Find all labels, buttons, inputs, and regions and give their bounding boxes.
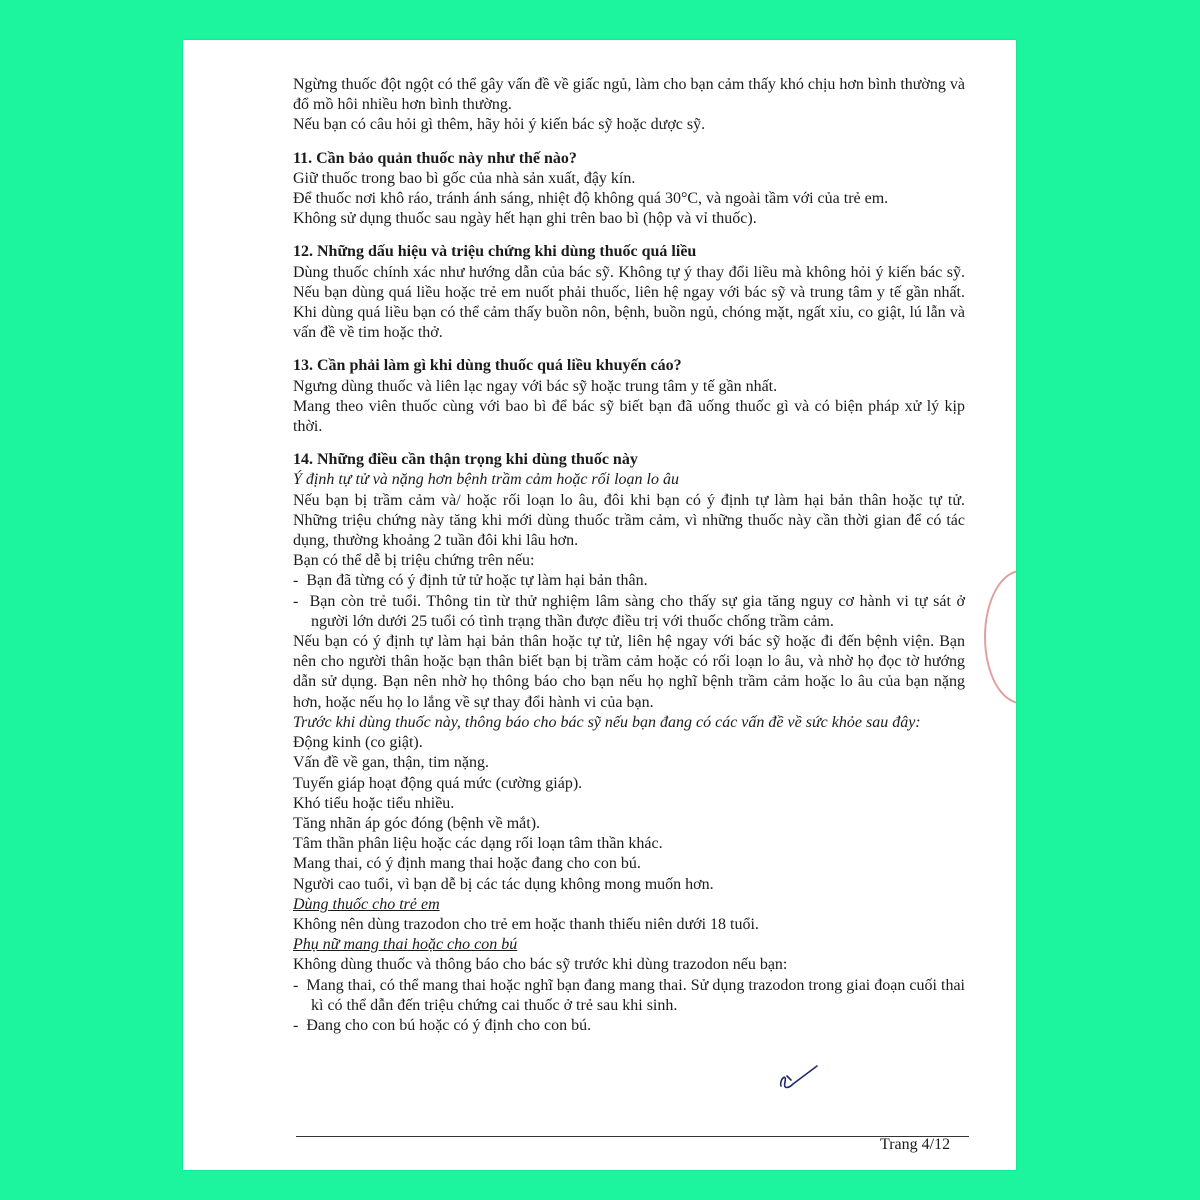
section-paragraph: Không nên dùng trazodon cho trẻ em hoặc thanh thiếu niên dưới 18 tuổi.: [293, 915, 759, 933]
section-11: [293, 149, 965, 230]
section-paragraph: Không dùng thuốc và thông báo cho bác sỹ trước khi dùng trazodon nếu bạn:: [293, 956, 788, 974]
section-heading: 14. Những điều cần thận trọng khi dùng thuốc này: [293, 451, 638, 469]
condition-item: Khó tiểu hoặc tiểu nhiều.: [293, 794, 455, 812]
section-heading: 13. Cần phải làm gì khi dùng thuốc quá liều khuyến cáo?: [293, 357, 682, 375]
document-body: [293, 75, 965, 1036]
bullet-item: - Bạn còn trẻ tuổi. Thông tin từ thử nghiệm lâm sàng cho thấy sự gia tăng nguy cơ hành vi tự sát ở người lớn dưới 25 tuổi có tình trạng thần được điều trị với thuốc chống trầm cảm.: [293, 592, 965, 630]
intro-paragraph: Nếu bạn có câu hỏi gì thêm, hãy hỏi ý kiến bác sỹ hoặc dược sỹ.: [293, 116, 706, 134]
section-paragraph: Dùng thuốc chính xác như hướng dẫn của bác sỹ. Không tự ý thay đổi liều mà không hỏi ý kiến bác sỹ. Nếu bạn dùng quá liều hoặc trẻ em nuốt phải thuốc, liên hệ ngay với bác sỹ và trung tâm y tế gần nhất. Khi dùng quá liều bạn có thể cảm thấy buồn nôn, bệnh, buồn ngủ, chóng mặt, ngất xỉu, co giật, lú lẫn và vấn đề về tim hoặc thở.: [293, 263, 965, 342]
section-14: [293, 450, 965, 1036]
page-number: Trang 4/12: [880, 1136, 951, 1153]
bullet-item: - Mang thai, có thể mang thai hoặc nghĩ bạn đang mang thai. Sử dụng trazodon trong giai đoạn cuối thai kì có thể dẫn đến triệu chứng cai thuốc ở trẻ sau khi sinh.: [293, 976, 965, 1014]
signature-mark: [773, 1062, 823, 1096]
condition-item: Động kinh (co giật).: [293, 734, 423, 752]
footer-divider: [296, 1136, 969, 1137]
condition-item: Vấn đề về gan, thận, tim nặng.: [293, 754, 489, 772]
section-heading: 11. Cần bảo quản thuốc này như thế nào?: [293, 149, 577, 167]
section-12: [293, 242, 965, 343]
stamp-mark: [984, 570, 1016, 704]
intro-section: [293, 75, 965, 136]
document-page: [183, 40, 1016, 1170]
section-line: Ngưng dùng thuốc và liên lạc ngay với bác sỹ hoặc trung tâm y tế gần nhất.: [293, 377, 778, 395]
bullet-item: - Bạn đã từng có ý định tử tử hoặc tự làm hại bản thân.: [293, 572, 648, 590]
condition-item: Mang thai, có ý định mang thai hoặc đang cho con bú.: [293, 855, 641, 873]
section-paragraph: Nếu bạn có ý định tự làm hại bản thân hoặc tự tử, liên hệ ngay với bác sỹ hoặc đi đến bệnh viện. Bạn nên cho người thân hoặc bạn thân biết bạn bị trầm cảm hoặc có rối loạn lo âu, và nhờ họ đọc tờ hướng dẫn sử dụng. Bạn nên nhờ họ thông báo cho bạn nếu họ nghĩ bệnh trầm cảm hoặc lo âu của bạn nặng hơn, hoặc nếu họ lo lắng về sự thay đổi hành vi của bạn.: [293, 633, 965, 711]
subheading-suicide: Ý định tự tử và nặng hơn bệnh trầm cảm hoặc rối loạn lo âu: [293, 471, 679, 489]
section-paragraph: Nếu bạn bị trầm cảm và/ hoặc rối loạn lo âu, đôi khi bạn có ý định tự làm hại bản thân hoặc tự tử. Những triệu chứng này tăng khi mới dùng thuốc trầm cảm, vì những thuốc này cần thời gian để có tác dụng, thường khoảng 2 tuần đôi khi lâu hơn.: [293, 491, 965, 550]
section-line: Giữ thuốc trong bao bì gốc của nhà sản xuất, đậy kín.: [293, 169, 636, 187]
section-line: Mang theo viên thuốc cùng với bao bì để bác sỹ biết bạn đã uống thuốc gì và có biện pháp xử lý kịp thời.: [293, 397, 965, 436]
condition-item: Tăng nhãn áp góc đóng (bệnh về mắt).: [293, 814, 541, 832]
condition-item: Người cao tuổi, vì bạn dễ bị các tác dụng không mong muốn hơn.: [293, 875, 714, 893]
intro-paragraph: Ngừng thuốc đột ngột có thể gây vấn đề về giấc ngủ, làm cho bạn cảm thấy khó chịu hơn bình thường và đổ mồ hôi nhiều hơn bình thường.: [293, 76, 965, 114]
section-line: Để thuốc nơi khô ráo, tránh ánh sáng, nhiệt độ không quá 30°C, và ngoài tầm với của trẻ em.: [293, 190, 889, 208]
condition-item: Tuyến giáp hoạt động quá mức (cường giáp).: [293, 774, 583, 792]
subheading-pregnancy: Phụ nữ mang thai hoặc cho con bú: [293, 936, 518, 954]
subheading-children: Dùng thuốc cho trẻ em: [293, 895, 440, 913]
condition-item: Tâm thần phân liệu hoặc các dạng rối loạn tâm thần khác.: [293, 835, 663, 853]
section-13: [293, 356, 965, 437]
bullet-item: - Đang cho con bú hoặc có ý định cho con bú.: [293, 1016, 592, 1034]
section-heading: 12. Những dấu hiệu và triệu chứng khi dùng thuốc quá liều: [293, 243, 697, 261]
section-paragraph: Bạn có thể dễ bị triệu chứng trên nếu:: [293, 552, 535, 570]
italic-notice: Trước khi dùng thuốc này, thông báo cho bác sỹ nếu bạn đang có các vấn đề về sức khỏe sau đây:: [293, 713, 921, 731]
section-line: Không sử dụng thuốc sau ngày hết hạn ghi trên bao bì (hộp và vỉ thuốc).: [293, 210, 757, 228]
